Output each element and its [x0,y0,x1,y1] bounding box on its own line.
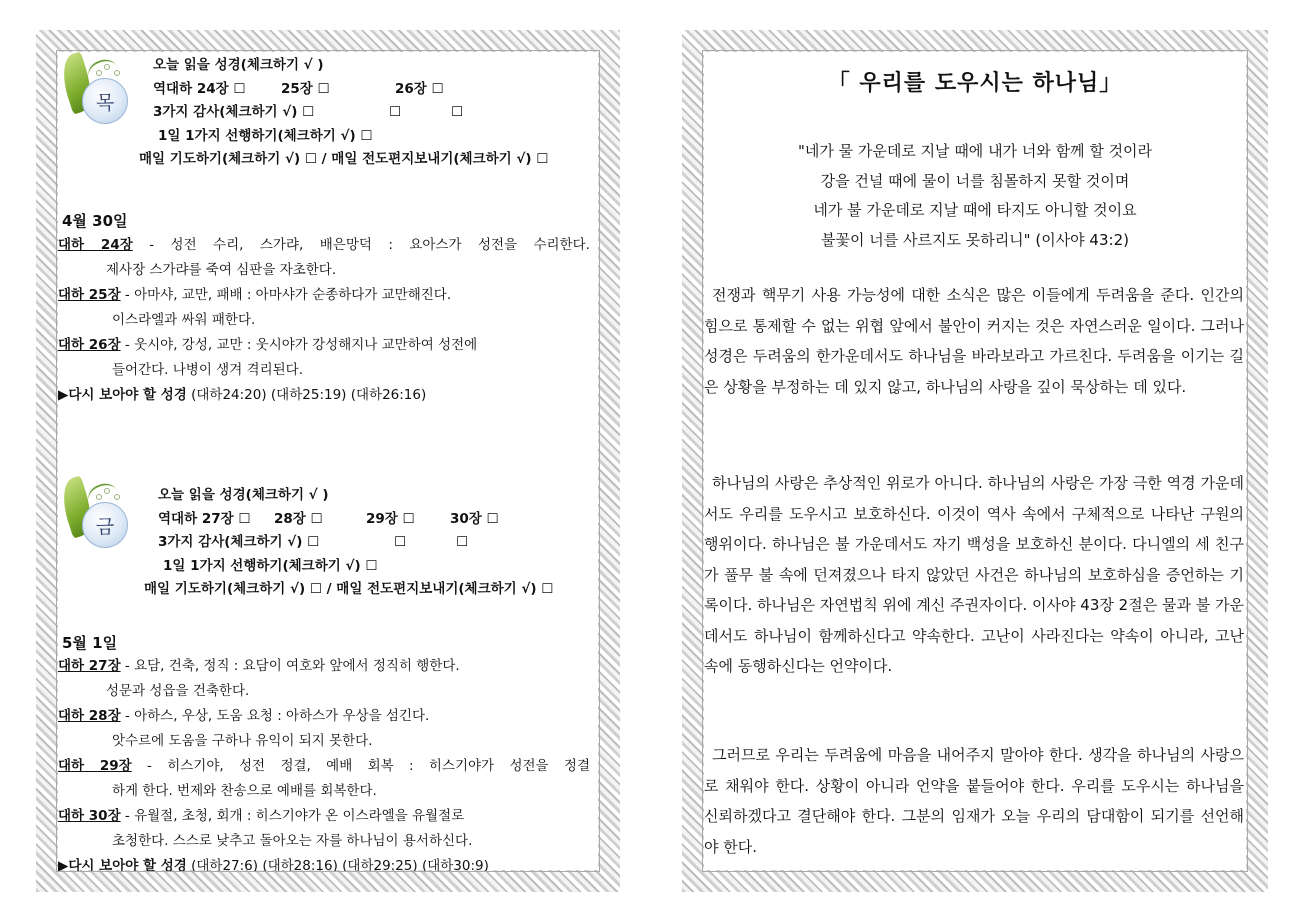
reading-date: 4월 30일 [62,212,128,230]
today-reading-label: 오늘 읽을 성경(체크하기 √ ) [158,487,329,503]
review-verses [58,383,590,408]
reading-summary: 성문과 성읍을 건축한다. [106,683,250,699]
review-verses [58,854,590,879]
chapter-ref: 대하 29장 [58,758,132,774]
chapter-checkbox[interactable]: 역대하 24장 ☐ [153,80,246,97]
good-deed-checkbox[interactable]: 1일 1가지 선행하기(체크하기 √) ☐ [158,127,373,144]
thanks-checkbox[interactable]: ☐ [456,534,469,550]
chapter-ref: 대하 26장 [58,337,121,353]
reading-summary: 이스라엘과 싸워 패한다. [112,312,256,328]
left-page [36,30,620,892]
chapter-ref: 대하 30장 [58,808,121,824]
verse-line: 네가 불 가운데로 지날 때에 타지도 아니할 것이요 [813,201,1137,219]
reading-summary: 초청한다. 스스로 낮추고 돌아오는 자를 하나님이 용서하신다. [112,833,473,849]
reading-summary: - 요담, 건축, 정직 : 요담이 여호와 앞에서 정직히 행한다. [120,658,460,674]
chapter-checkbox[interactable]: 28장 ☐ [274,510,323,527]
reading-list [58,654,590,879]
verse-line: "네가 물 가운데로 지날 때에 내가 너와 함께 할 것이라 [797,142,1153,160]
today-reading-label: 오늘 읽을 성경(체크하기 √ ) [153,57,324,73]
article-paragraph: 전쟁과 핵무기 사용 가능성에 대한 소식은 많은 이들에게 두려움을 준다. 인간의 힘으로 통제할 수 없는 위협 앞에서 불안이 커지는 것은 자연스러운 일이다. 그러나 성경은 두려움의 한가운데서도 하나님을 바라보라고 가르친다. 두려움을 이기는 길은 상황을 부정하는 데 있지 않고, 하나님의 사랑을 깊이 묵상하는 데 있다. [704,286,1244,396]
prayer-checkbox[interactable]: 매일 기도하기(체크하기 √) ☐ / 매일 전도편지보내기(체크하기 √) ☐ [144,581,554,597]
reading-checklist [139,54,549,172]
article-title: 「 우리를 도우시는 하나님」 [827,71,1123,96]
thanks-checkbox[interactable]: ☐ [389,104,402,120]
article-paragraph: 그러므로 우리는 두려움에 마음을 내어주지 말아야 한다. 생각을 하나님의 사랑으로 채워야 한다. 상황이 아니라 언약을 붙들어야 한다. 우리를 도우시는 하나님을 신뢰하겠다고 결단해야 한다. 그분의 임재가 오늘 우리의 담대함이 되기를 선언해야 한다. [704,746,1244,856]
reading-summary: - 웃시야, 강성, 교만 : 웃시야가 강성해지나 교만하여 성전에 [120,337,478,353]
chapter-ref: 대하 27장 [58,658,121,674]
reading-summary: - 히스기야, 성전 정결, 예배 회복 : 히스기야가 성전을 정결 [131,758,590,774]
reading-item [58,704,590,754]
reading-summary: - 아하스, 우상, 도움 요청 : 아하스가 우상을 섬긴다. [120,708,430,724]
lily-leaf-icon [64,54,130,138]
reading-summary: 하게 한다. 번제와 찬송으로 예배를 회복한다. [112,783,377,799]
reading-item [58,283,590,333]
reading-item [58,233,590,283]
reading-summary: 앗수르에 도움을 구하나 유익이 되지 못한다. [112,733,373,749]
reading-item [58,333,590,383]
day-badge: 목 [82,78,128,124]
reading-item [58,754,590,804]
lily-leaf-icon [64,478,130,562]
good-deed-checkbox[interactable]: 1일 1가지 선행하기(체크하기 √) ☐ [163,557,378,574]
reading-list [58,233,590,408]
prayer-checkbox[interactable]: 매일 기도하기(체크하기 √) ☐ / 매일 전도편지보내기(체크하기 √) ☐ [139,151,549,167]
review-refs: (대하24:20) (대하25:19) (대하26:16) [186,387,427,403]
reading-summary: 들어간다. 나병이 생겨 격리된다. [112,362,303,378]
thanks-row [158,531,553,555]
chapter-checkbox[interactable]: 29장 ☐ [366,510,415,527]
chapter-checkbox[interactable]: 25장 ☐ [281,80,330,97]
article-paragraph: 하나님의 사랑은 추상적인 위로가 아니다. 하나님의 사랑은 가장 극한 역경 가운데서도 우리를 도우시고 보호하신다. 이것이 역사 속에서 구체적으로 나타난 구원의 행위이다. 하나님은 불 가운데서도 자기 백성을 보호하신 분이다. 다니엘의 세 친구가 풀무 불 속에 던져졌으나 타지 않았던 사건은 하나님의 보호하심을 증언하는 기록이다. 하나님은 자연법칙 위에 계신 주권자이다. 이사야 43장 2절은 물과 불 가운데서도 하나님이 함께하신다고 약속한다. 고난이 사라진다는 약속이 아니라, 고난 속에 동행하신다는 언약이다. [704,474,1244,675]
reading-summary: - 성전 수리, 스가랴, 배은망덕 : 요아스가 성전을 수리한다. [132,237,590,253]
review-refs: (대하27:6) (대하28:16) (대하29:25) (대하30:9) [186,858,489,874]
chapter-checkboxes [158,508,553,532]
review-label: ▶다시 보아야 할 성경 [58,387,187,403]
right-page [682,30,1268,892]
reading-summary: 제사장 스가랴를 죽여 심판을 자초한다. [106,262,337,278]
chapter-checkboxes [153,78,548,102]
thanks-checkbox[interactable]: ☐ [394,534,407,550]
day-badge: 금 [82,502,128,548]
scripture-verse [704,137,1246,255]
reading-summary: - 유월절, 초청, 회개 : 히스기야가 온 이스라엘을 유월절로 [120,808,465,824]
chapter-ref: 대하 25장 [58,287,121,303]
reading-item [58,654,590,704]
chapter-ref: 대하 28장 [58,708,121,724]
thanks-checkbox[interactable]: 3가지 감사(체크하기 √) ☐ [153,104,315,120]
chapter-checkbox[interactable]: 역대하 27장 ☐ [158,510,251,527]
chapter-checkbox[interactable]: 30장 ☐ [450,510,499,527]
thanks-checkbox[interactable]: ☐ [451,104,464,120]
chapter-checkbox[interactable]: 26장 ☐ [395,80,444,97]
chapter-ref: 대하 24장 [58,237,133,253]
review-label: ▶다시 보아야 할 성경 [58,858,187,874]
reading-date: 5월 1일 [62,634,118,652]
reading-summary: - 아마샤, 교만, 패배 : 아마샤가 순종하다가 교만해진다. [120,287,452,303]
reading-checklist [144,484,554,602]
verse-line: 강을 건널 때에 물이 너를 침몰하지 못할 것이며 [820,171,1130,190]
thanks-checkbox[interactable]: 3가지 감사(체크하기 √) ☐ [158,534,320,550]
thanks-row [153,101,548,125]
verse-line: 불꽃이 너를 사르지도 못하리니" (이사야 43:2) [821,230,1129,249]
reading-item [58,804,590,854]
